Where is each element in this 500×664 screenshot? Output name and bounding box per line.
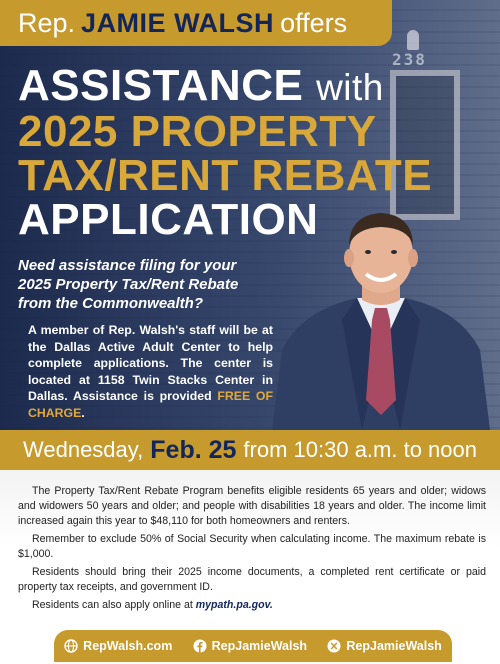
footer-website[interactable] [64,639,172,653]
x-label: RepJamieWalsh [346,639,442,653]
paragraph-documents: Residents should bring their 2025 income documents, a completed rent certificate or paid property tax receipts, and government ID. [18,566,486,593]
website-label: RepWalsh.com [83,639,173,653]
representative-portrait [262,200,500,430]
paragraph-online [18,598,486,613]
facebook-label: RepJamieWalsh [211,639,308,653]
headline-line4: APPLICATION [18,195,319,244]
footer-bar [54,630,452,662]
staff-info [28,322,273,421]
mypath-link[interactable]: mypath.pa.gov. [195,599,273,611]
headline-assistance: ASSISTANCE [18,61,304,110]
event-time: from 10:30 a.m. to noon [243,437,477,462]
footer-facebook[interactable] [193,639,307,653]
paragraph-income: Remember to exclude 50% of Social Security when calculating income. The maximum rebate is $1,000. [18,533,486,560]
headline-with: with [316,67,384,108]
porch-lamp [407,30,419,50]
event-date-bar [0,430,500,470]
headline-line2: 2025 PROPERTY [18,107,377,156]
staff-info-text: A member of Rep. Walsh's staff will be at the Dallas Active Adult Center to help complete applications. The center is located at 1158 Twin Stacks Center in Dallas. Assistance is provided [28,323,273,403]
banner-suffix: offers [280,7,348,38]
top-banner [0,0,392,46]
facebook-icon [193,639,207,653]
free-of-charge: FREE OF CHARGE [28,389,273,420]
online-text: Residents can also apply online at [32,599,193,611]
event-date: Feb. 25 [150,435,237,464]
event-day: Wednesday, [23,437,144,462]
headline-line3: TAX/RENT REBATE [18,151,433,200]
house-number: 238 [392,50,427,69]
paragraph-eligibility: The Property Tax/Rent Rebate Program benefits eligible residents 65 years and older; widows and widowers 50 years and older; and people with disabilities 18 years and older. The income limit increased again this year to $48,110 for both homeowners and renters. [18,485,486,527]
x-icon [327,639,341,653]
footer-x[interactable] [327,639,441,653]
banner-prefix: Rep. [18,7,76,38]
globe-icon [64,639,78,653]
staff-info-end: . [81,405,85,420]
question-text: Need assistance filing for your 2025 Property Tax/Rent Rebate from the Commonwealth? [18,257,239,312]
representative-name: JAMIE WALSH [81,7,275,38]
